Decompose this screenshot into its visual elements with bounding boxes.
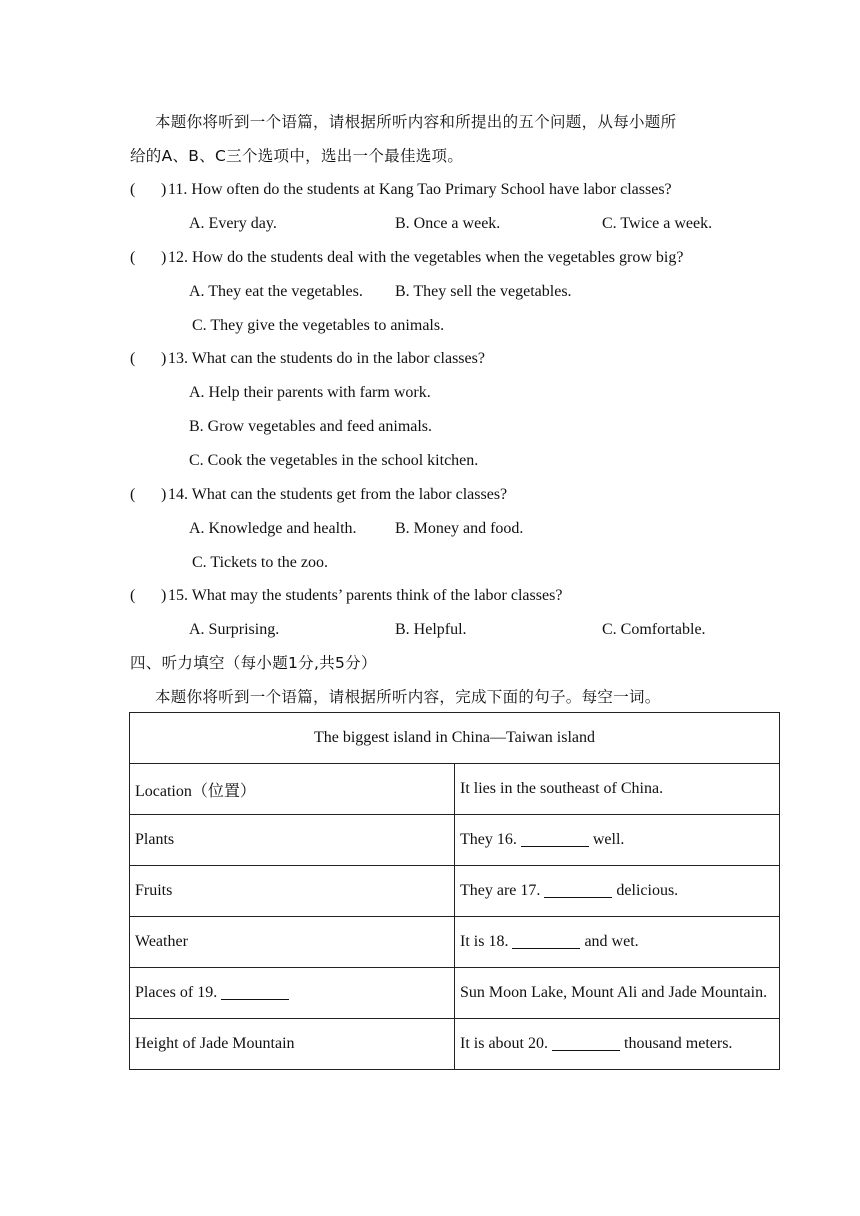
answer-paren-close: ): [161, 249, 167, 266]
text-after-blank: delicious.: [616, 882, 679, 899]
row-label-plants: Plants: [130, 815, 455, 866]
option-c: C. Comfortable.: [602, 621, 706, 638]
section-heading: 四、听力填空（每小题1分,共5分）: [130, 654, 377, 672]
row-value-fruits: [455, 866, 780, 917]
fill-in-table: [129, 712, 780, 1070]
answer-paren-open: (: [130, 486, 136, 503]
section-intro: 本题你将听到一个语篇，请根据所听内容，完成下面的句子。每空一词。: [155, 688, 661, 706]
option-a: A. Knowledge and health.: [189, 520, 357, 537]
row-value-height: [455, 1019, 780, 1070]
row-value-plants: [455, 815, 780, 866]
row-label-places: [130, 968, 455, 1019]
answer-blank-18[interactable]: [512, 934, 580, 949]
answer-paren-open: (: [130, 350, 136, 367]
text-before-blank: Places of 19.: [135, 984, 218, 1001]
answer-paren-open: (: [130, 587, 136, 604]
question-stem: 11. How often do the students at Kang Tao Primary School have labor classes?: [168, 181, 672, 198]
intro-line-2: 给的A、B、C三个选项中，选出一个最佳选项。: [130, 147, 464, 165]
question-stem: 15. What may the students’ parents think of the labor classes?: [168, 587, 563, 604]
option-a: A. Help their parents with farm work.: [189, 384, 431, 401]
text-after-blank: and wet.: [584, 933, 639, 950]
table-title: The biggest island in China—Taiwan island: [130, 713, 780, 764]
text-after-blank: thousand meters.: [624, 1035, 733, 1052]
table-row: [130, 917, 780, 968]
row-label-fruits: Fruits: [130, 866, 455, 917]
option-c: C. Tickets to the zoo.: [192, 554, 329, 571]
row-label-height: Height of Jade Mountain: [130, 1019, 455, 1070]
option-c: C. They give the vegetables to animals.: [192, 317, 445, 334]
row-value-places: Sun Moon Lake, Mount Ali and Jade Mountain.: [455, 968, 780, 1019]
row-value-weather: [455, 917, 780, 968]
question-stem: 13. What can the students do in the labor classes?: [168, 350, 485, 367]
question-stem: 14. What can the students get from the labor classes?: [168, 486, 508, 503]
option-a: A. Surprising.: [189, 621, 280, 638]
table-row: [130, 815, 780, 866]
text-after-blank: well.: [592, 831, 625, 848]
option-b: B. Money and food.: [395, 520, 524, 537]
text-before-blank: It is 18.: [460, 933, 509, 950]
table-row: [130, 968, 780, 1019]
table-row: [130, 764, 780, 815]
answer-blank-19[interactable]: [221, 985, 289, 1000]
answer-blank-20[interactable]: [552, 1036, 620, 1051]
answer-blank-17[interactable]: [544, 883, 612, 898]
answer-blank-16[interactable]: [521, 832, 589, 847]
answer-paren-close: ): [161, 587, 167, 604]
row-label-location: Location（位置）: [130, 764, 455, 815]
text-before-blank: They 16.: [460, 831, 517, 848]
option-c: C. Cook the vegetables in the school kitchen.: [189, 452, 479, 469]
option-b: B. Helpful.: [395, 621, 467, 638]
answer-paren-close: ): [161, 486, 167, 503]
option-b: B. Grow vegetables and feed animals.: [189, 418, 433, 435]
option-b: B. They sell the vegetables.: [395, 283, 572, 300]
text-before-blank: It is about 20.: [460, 1035, 548, 1052]
table-title-row: [130, 713, 780, 764]
option-a: A. Every day.: [189, 215, 277, 232]
answer-paren-close: ): [161, 181, 167, 198]
table-row: [130, 1019, 780, 1070]
option-b: B. Once a week.: [395, 215, 501, 232]
row-value-location: It lies in the southeast of China.: [455, 764, 780, 815]
intro-line-1: 本题你将听到一个语篇，请根据所听内容和所提出的五个问题，从每小题所: [155, 113, 677, 131]
text-before-blank: They are 17.: [460, 882, 541, 899]
answer-paren-open: (: [130, 249, 136, 266]
row-label-weather: Weather: [130, 917, 455, 968]
option-c: C. Twice a week.: [602, 215, 713, 232]
option-a: A. They eat the vegetables.: [189, 283, 363, 300]
answer-paren-close: ): [161, 350, 167, 367]
question-stem: 12. How do the students deal with the vegetables when the vegetables grow big?: [168, 249, 684, 266]
answer-paren-open: (: [130, 181, 136, 198]
table-row: [130, 866, 780, 917]
